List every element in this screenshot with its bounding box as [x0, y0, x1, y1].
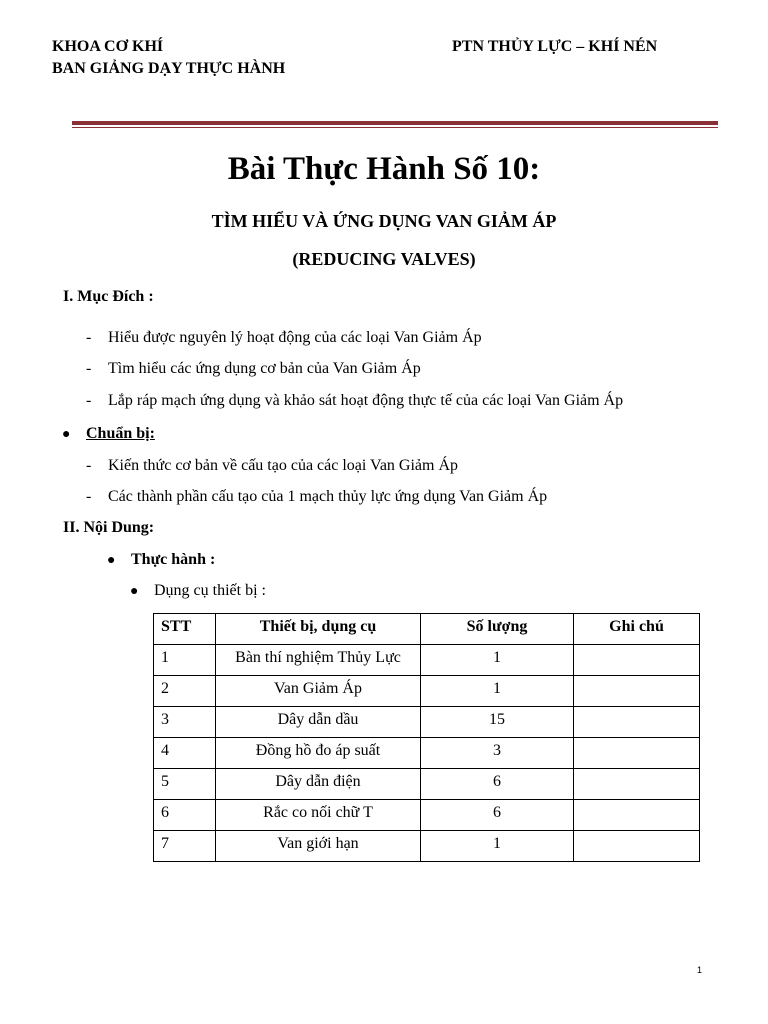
bullet-marker: ●: [107, 553, 116, 568]
dash-marker: -: [86, 360, 92, 377]
preparation-heading: Chuẩn bị:: [86, 425, 155, 442]
cell-notes: [574, 676, 700, 707]
cell-equipment: Van Giảm Áp: [216, 676, 421, 707]
list-item-text: Tìm hiểu các ứng dụng cơ bản của Van Giảm Áp: [108, 360, 421, 377]
lab-name: PTN THỦY LỰC – KHÍ NÉN: [452, 38, 658, 55]
dash-marker: -: [86, 488, 92, 505]
cell-equipment: Rắc co nối chữ T: [216, 800, 421, 831]
table-row: [154, 800, 700, 831]
bullet-item-equipment: [130, 580, 266, 603]
header-right: [452, 36, 657, 58]
cell-notes: [574, 800, 700, 831]
column-header-quantity: Số lượng: [421, 614, 574, 645]
department-name: BAN GIẢNG DẠY THỰC HÀNH: [52, 60, 286, 77]
equipment-heading: Dụng cụ thiết bị :: [154, 582, 266, 599]
cell-stt: 1: [154, 645, 216, 676]
cell-equipment: Dây dẫn điện: [216, 769, 421, 800]
cell-quantity: 1: [421, 676, 574, 707]
list-item-text: Hiểu được nguyên lý hoạt động của các loại Van Giảm Áp: [108, 329, 482, 346]
list-item-text: Các thành phần cấu tạo của 1 mạch thủy lực ứng dụng Van Giảm Áp: [108, 488, 548, 505]
table-row: [154, 738, 700, 769]
list-item: [86, 455, 458, 477]
page-subtitle: TÌM HIỂU VÀ ỨNG DỤNG VAN GIẢM ÁP: [211, 211, 557, 231]
faculty-name: KHOA CƠ KHÍ: [52, 38, 164, 55]
table-header-row: [154, 614, 700, 645]
table-row: [154, 676, 700, 707]
cell-stt: 5: [154, 769, 216, 800]
cell-notes: [574, 831, 700, 862]
practice-heading: Thực hành :: [131, 551, 216, 568]
table-row: [154, 645, 700, 676]
cell-equipment: Van giới hạn: [216, 831, 421, 862]
bullet-marker: ●: [62, 427, 71, 442]
list-item: [86, 327, 482, 349]
column-header-equipment: Thiết bị, dụng cụ: [216, 614, 421, 645]
table-row: [154, 831, 700, 862]
list-item-text: Kiến thức cơ bản về cấu tạo của các loại Van Giảm Áp: [108, 457, 459, 474]
cell-notes: [574, 769, 700, 800]
column-header-notes: Ghi chú: [574, 614, 700, 645]
section-heading-content: II. Nội Dung:: [63, 519, 155, 536]
list-item-text: Lắp ráp mạch ứng dụng và khảo sát hoạt động thực tế của các loại Van Giảm Áp: [108, 392, 624, 409]
cell-equipment: Bàn thí nghiệm Thủy Lực: [216, 645, 421, 676]
cell-notes: [574, 738, 700, 769]
cell-stt: 7: [154, 831, 216, 862]
cell-stt: 6: [154, 800, 216, 831]
dash-marker: -: [86, 329, 92, 346]
dash-marker: -: [86, 392, 92, 409]
cell-notes: [574, 645, 700, 676]
list-item: [86, 486, 547, 508]
cell-quantity: 3: [421, 738, 574, 769]
page-number: 1: [697, 965, 703, 975]
equipment-table: [153, 613, 700, 862]
cell-quantity: 1: [421, 645, 574, 676]
list-item: [86, 358, 421, 380]
header-divider-thin: [72, 127, 718, 128]
bullet-marker: ●: [130, 584, 139, 599]
list-item: [86, 390, 623, 412]
page-subtitle-english: (REDUCING VALVES): [292, 249, 476, 269]
cell-stt: 2: [154, 676, 216, 707]
cell-quantity: 15: [421, 707, 574, 738]
header-left: [52, 36, 285, 80]
cell-stt: 4: [154, 738, 216, 769]
cell-quantity: 1: [421, 831, 574, 862]
cell-notes: [574, 707, 700, 738]
header-divider-thick: [72, 121, 718, 125]
cell-quantity: 6: [421, 800, 574, 831]
cell-stt: 3: [154, 707, 216, 738]
cell-equipment: Đồng hồ đo áp suất: [216, 738, 421, 769]
column-header-stt: STT: [154, 614, 216, 645]
cell-equipment: Dây dẫn dầu: [216, 707, 421, 738]
bullet-item-practice: [107, 549, 215, 572]
cell-quantity: 6: [421, 769, 574, 800]
table-row: [154, 769, 700, 800]
table-row: [154, 707, 700, 738]
dash-marker: -: [86, 457, 92, 474]
section-heading-purpose: I. Mục Đích :: [63, 288, 154, 305]
bullet-item-preparation: [62, 423, 155, 446]
page-title: Bài Thực Hành Số 10:: [227, 151, 541, 187]
